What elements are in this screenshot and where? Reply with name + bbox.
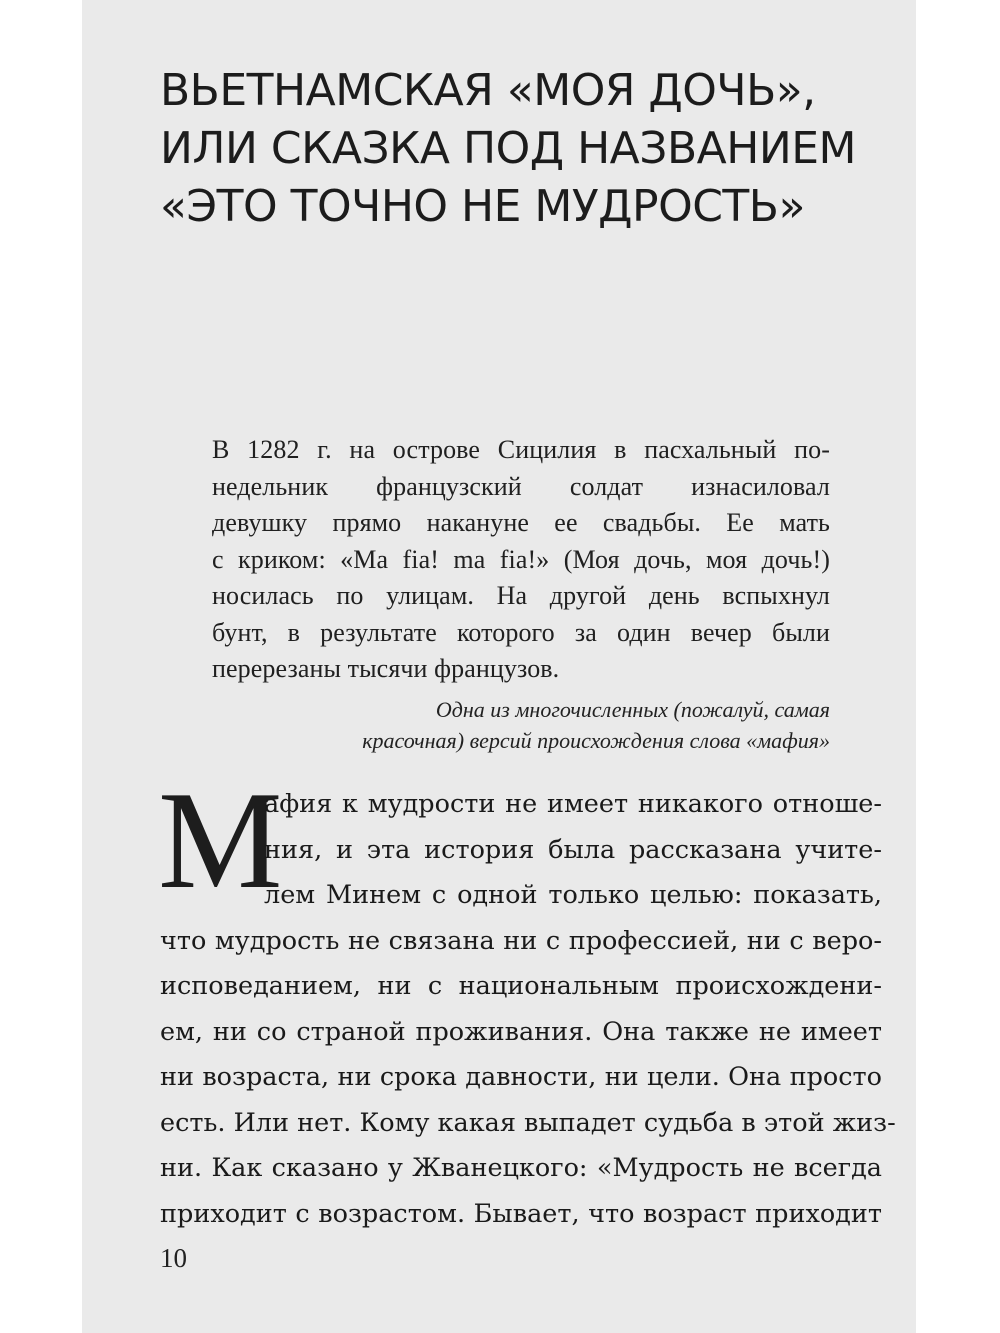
body-line: что мудрость не связана ни с профессией, ни с веро- bbox=[160, 925, 882, 956]
epigraph-source bbox=[212, 694, 830, 756]
heading-line: ИЛИ СКАЗКА ПОД НАЗВАНИЕМ bbox=[160, 123, 857, 174]
epigraph-line: носилась по улицам. На другой день вспыхнул bbox=[212, 581, 830, 610]
heading-line: «ЭТО ТОЧНО НЕ МУДРОСТЬ» bbox=[160, 181, 805, 232]
body-line: афия к мудрости не имеет никакого отноше- bbox=[264, 789, 882, 819]
epigraph-line: девушку прямо накануне ее свадьбы. Ее мать bbox=[212, 508, 830, 537]
body-line: лем Минем с одной только целью: показать, bbox=[264, 880, 882, 910]
epigraph-line: с криком: «Ma fia! ma fia!» (Моя дочь, моя дочь!) bbox=[212, 544, 830, 574]
body-line: приходит с возрастом. Бывает, что возраст приходит bbox=[160, 1198, 882, 1229]
body-line: ния, и эта история была рассказана учите- bbox=[264, 834, 882, 865]
epigraph-line: В 1282 г. на острове Сицилия в пасхальный по- bbox=[212, 435, 830, 464]
epigraph-source-line: красочная) версий происхождения слова «мафия» bbox=[362, 727, 830, 753]
chapter-heading bbox=[160, 62, 856, 236]
epigraph-line: недельник французский солдат изнасиловал bbox=[212, 471, 830, 501]
epigraph-line: перерезаны тысячи французов. bbox=[212, 654, 560, 683]
body-line: ни. Как сказано у Жванецкого: «Мудрость не всегда bbox=[160, 1153, 882, 1183]
page-number: 10 bbox=[160, 1243, 187, 1273]
epigraph-line: бунт, в результате которого за один вечер были bbox=[212, 617, 830, 647]
body-line: ни возраста, ни срока давности, ни цели. Она просто bbox=[160, 1062, 882, 1092]
epigraph-text bbox=[212, 432, 830, 688]
epigraph-source-line: Одна из многочисленных (пожалуй, самая bbox=[435, 696, 830, 722]
body-paragraph bbox=[158, 763, 896, 1237]
drop-cap: М bbox=[158, 763, 283, 918]
body-line: ем, ни со страной проживания. Она также не имеет bbox=[160, 1016, 882, 1047]
body-line: исповеданием, ни с национальным происхождени- bbox=[160, 971, 882, 1001]
epigraph bbox=[212, 432, 830, 756]
heading-line: ВЬЕТНАМСКАЯ «МОЯ ДОЧЬ», bbox=[160, 65, 816, 116]
body-line: есть. Или нет. Кому какая выпадет судьба в этой жиз- bbox=[160, 1107, 896, 1138]
